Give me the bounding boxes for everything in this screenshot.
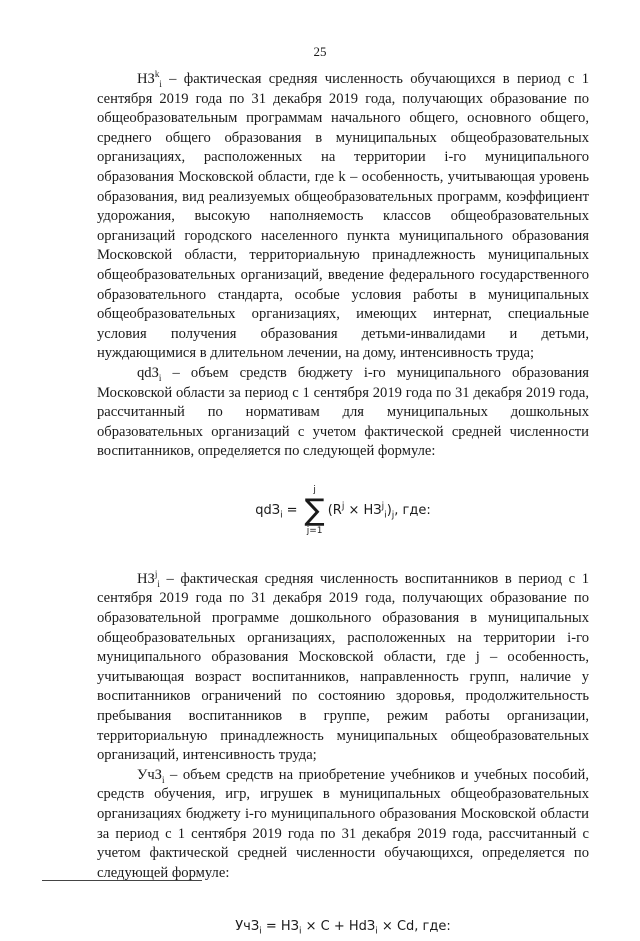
sum-upper-limit: j [313, 484, 316, 495]
formula-lhs: qdЗ$_i$ [255, 503, 283, 521]
page-number: 25 [313, 44, 327, 59]
formula-body: $НЗ_i \times C + HdЗ_i \times Cd$, где: [280, 918, 451, 937]
paragraph-text: – объем средств на приобретение учебников и учебных пособий, средств обучения, игр, игрушек в муниципальных общеобразовательных организациях бюджету i-го муниципального образования Московской области за период с 1 сентября 2019 года по 31 декабря 2019 года, рассчитанный с учетом фактической средней численности обучающихся, определяется по следующей формуле: [97, 766, 589, 881]
variable-qdz: qdЗ$_i$ [137, 364, 162, 383]
paragraph-text: – фактическая средняя численность воспитанников в период с 1 сентября 2019 года по 31 декабря 2019 года, получающих образование по образовательной программе дошкольного образования в муниципальных общеобразовательных организациях, расположенных на территории i-го муниципального образования Московской области, где j – особенность, учитывающая возраст воспитанников, направленность групп, наличие у воспитанников ограничений по состоянию здоровья, продолжительность пребывания воспитанников в группе, режим работы организации, территориальную принадлежность муниципальных общеобразовательных организаций, интенсивность труда; [97, 570, 589, 764]
formula-qdz [97, 476, 589, 546]
document-body [97, 70, 589, 941]
variable-uchz: УчЗ$_i$ [137, 766, 165, 785]
paragraph-text: – объем средств бюджету i-го муниципального образования Московской области за период с 1 сентября 2019 года по 31 декабря 2019 года, рассчитанный по нормативам для муниципальных дошкольных образовательных организаций с учетом фактической средней численности воспитанников, определяется по следующей формуле: [97, 364, 589, 460]
paragraph-nzj-definition [97, 570, 589, 766]
formula-equals: = [286, 503, 298, 519]
formula-equals: = [261, 918, 281, 934]
sigma-icon: ∑ [304, 492, 325, 528]
paragraph-qdz-definition [97, 364, 589, 462]
paragraph-text: – фактическая средняя численность обучающихся в период с 1 сентября 2019 года по 31 декабря 2019 года, получающих образование по общеобразовательным программам начального общего, основного общего, среднего общего образования в муниципальных общеобразовательных организациях, расположенных на территории i-го муниципального образования Московской области, где k – особенность, учитывающая уровень образования, вид реализуемых общеобразовательных программ, коэффициент удорожания, высокую наполняемость классов общеобразовательных организаций городского населенного пункта муниципального образования Московской области, территориальную принадлежность муниципальных общеобразовательных организаций, введение федерального государственного образовательного стандарта, особые условия работы в муниципальных общеобразовательных организациях, имеющих интернат, специальные условия получения образования детьми-инвалидами и детьми, нуждающимися в длительном лечении, на дому, интенсивность труда; [97, 71, 589, 362]
formula-lhs: УчЗ$_i$ [235, 918, 262, 937]
variable-nzj: $НЗ^j_i$ [137, 569, 160, 589]
paragraph-nzk-definition [97, 70, 589, 364]
formula-body: $(R^j \times НЗ^j_i)_j$, где: [327, 501, 431, 521]
sum-lower-limit: j=1 [306, 525, 323, 536]
formula-uchz [97, 911, 589, 941]
footer-divider [42, 880, 202, 881]
sum-operator [305, 486, 325, 536]
variable-nzk: $НЗ^k_i$ [137, 69, 162, 89]
paragraph-uchz-definition [97, 766, 589, 884]
